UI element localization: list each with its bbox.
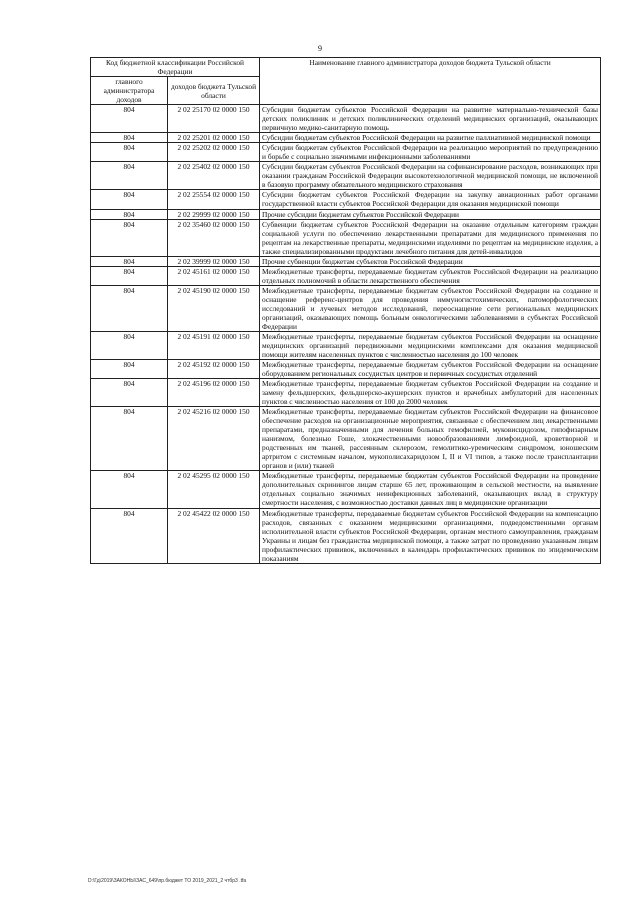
admin-code-cell: 804 [91,471,168,508]
table-row [91,266,601,285]
admin-code-cell: 804 [91,331,168,359]
revenue-name-cell: Субсидии бюджетам субъектов Российской Федерации на софинансирование расходов, возникающих при оказании гражданам Российской Федерации высокотехнологичной медицинской помощи, не включенной в базовую программу обязательного медицинского страхования [260,162,601,190]
admin-code-cell: 804 [91,407,168,471]
revenue-code-cell: 2 02 45161 02 0000 150 [168,266,260,285]
revenue-code-cell: 2 02 45295 02 0000 150 [168,471,260,508]
table-row [91,471,601,508]
admin-code-cell: 804 [91,379,168,407]
revenue-code-cell: 2 02 45192 02 0000 150 [168,360,260,379]
revenue-code-cell: 2 02 45196 02 0000 150 [168,379,260,407]
revenue-name-cell: Прочие субсидии бюджетам субъектов Российской Федерации [260,209,601,219]
revenue-name-cell: Межбюджетные трансферты, передаваемые бюджетам субъектов Российской Федерации на проведение дополнительных скринингов лицам старше 65 лет, проживающим в сельской местности, на выявление отдельных социально значимых неинфекционных заболеваний, оказывающих вклад в структуру смертности населения, с возможностью доставки данных лиц в медицинские организации [260,471,601,508]
table-row [91,508,601,563]
revenue-name-cell: Субсидии бюджетам субъектов Российской Федерации на развитие паллиативной медицинской помощи [260,133,601,143]
revenue-code-cell: 2 02 39999 02 0000 150 [168,256,260,266]
table-row [91,190,601,209]
table-row [91,407,601,471]
admin-code-cell: 804 [91,143,168,162]
revenue-name-cell: Межбюджетные трансферты, передаваемые бюджетам субъектов Российской Федерации на создание и замену фельдшерских, фельдшерско-акушерских пунктов и врачебных амбулаторий для населенных пунктов с численностью населения от 100 до 2000 человек [260,379,601,407]
revenue-name-cell: Межбюджетные трансферты, передаваемые бюджетам субъектов Российской Федерации на оснащение оборудованием региональных сосудистых центров и первичных сосудистых отделений [260,360,601,379]
name-column-header: Наименование главного администратора доходов бюджета Тульской области [260,58,601,105]
revenue-name-cell: Межбюджетные трансферты, передаваемые бюджетам субъектов Российской Федерации на оснащение медицинских организаций передвижными медицинскими комплексами для оказания медицинской помощи жителям населенных пунктов с численностью населения до 100 человек [260,331,601,359]
table-row [91,105,601,133]
revenue-code-cell: 2 02 45191 02 0000 150 [168,331,260,359]
admin-code-cell: 804 [91,190,168,209]
revenue-name-cell: Межбюджетные трансферты, передаваемые бюджетам субъектов Российской Федерации на компенсацию расходов, связанных с оказанием медицинскими организациями, подведомственными органам исполнительной власти субъектов Российской Федерации, органам местного самоуправления, гражданам Украины и лицам без гражданства медицинской помощи, а также затрат по проведению указанным лицам профилактических прививок, включенных в календарь профилактических прививок по эпидемическим показаниям [260,508,601,563]
revenue-name-cell: Субсидии бюджетам субъектов Российской Федерации на реализацию мероприятий по предупреждению и борьбе с социально значимыми инфекционными заболеваниями [260,143,601,162]
footer-file-path: D:\Гд\2019\ЗАКОНЫ\ЗАС_649\пр.бюджет ТО 2019_2021_2 чтбр3 .tfa [88,878,247,884]
admin-code-cell: 804 [91,105,168,133]
table-row [91,209,601,219]
revenue-code-cell: 2 02 25402 02 0000 150 [168,162,260,190]
admin-code-cell: 804 [91,256,168,266]
revenue-name-cell: Межбюджетные трансферты, передаваемые бюджетам субъектов Российской Федерации на реализацию отдельных полномочий в области лекарственного обеспечения [260,266,601,285]
revenue-code-cell: 2 02 25170 02 0000 150 [168,105,260,133]
admin-code-cell: 804 [91,133,168,143]
revenue-name-cell: Субсидии бюджетам субъектов Российской Федерации на развитие материально-технической базы детских поликлиник и детских поликлинических отделений медицинских организаций, оказывающих первичную медико-санитарную помощь [260,105,601,133]
revenue-code-cell: 2 02 45422 02 0000 150 [168,508,260,563]
revenue-code-cell: 2 02 25201 02 0000 150 [168,133,260,143]
admin-code-cell: 804 [91,209,168,219]
table-row [91,360,601,379]
admin-code-cell: 804 [91,508,168,563]
table-body [91,105,601,564]
admin-column-header: главного администратора доходов [91,77,168,105]
revenue-name-cell: Прочие субвенции бюджетам субъектов Российской Федерации [260,256,601,266]
table-row [91,143,601,162]
table-row [91,162,601,190]
code-group-header: Код бюджетной классификации Российской Федерации [91,58,260,77]
revenue-name-cell: Субсидии бюджетам субъектов Российской Федерации на закупку авиационных работ органами государственной власти субъектов Российской Федерации для оказания медицинской помощи [260,190,601,209]
table-row [91,331,601,359]
revenue-name-cell: Межбюджетные трансферты, передаваемые бюджетам субъектов Российской Федерации на финансовое обеспечение расходов на организационные мероприятия, связанные с обеспечением лиц лекарственными препаратами, предназначенными для лечения больных гемофилией, муковисцидозом, гипофизарным нанизмом, болезнью Гоше, злокачественными новообразованиями лимфоидной, кроветворной и родственных им тканей, рассеянным склерозом, гемолитико-уремическим синдромом, юношеским артритом с системным началом, мукополисахаридозом I, II и VI типов, а также после трансплантации органов и (или) тканей [260,407,601,471]
revenue-name-cell: Межбюджетные трансферты, передаваемые бюджетам субъектов Российской Федерации на создание и оснащение референс-центров для проведения иммуногистохимических, патоморфологических исследований и лучевых методов исследований, переоснащение сети региональных медицинских организаций, оказывающих помощь больным онкологическими заболеваниями в субъектах Российской Федерации [260,285,601,331]
revenue-administrators-table [90,57,601,564]
admin-code-cell: 804 [91,162,168,190]
revenue-code-cell: 2 02 29999 02 0000 150 [168,209,260,219]
admin-code-cell: 804 [91,360,168,379]
revenue-code-cell: 2 02 45190 02 0000 150 [168,285,260,331]
page-number: 9 [318,44,322,53]
revenue-code-cell: 2 02 45216 02 0000 150 [168,407,260,471]
table-row [91,285,601,331]
table-row [91,133,601,143]
revenue-code-cell: 2 02 25202 02 0000 150 [168,143,260,162]
table-row [91,379,601,407]
revenue-code-cell: 2 02 25554 02 0000 150 [168,190,260,209]
table-row [91,256,601,266]
admin-code-cell: 804 [91,219,168,256]
revenue-code-cell: 2 02 35460 02 0000 150 [168,219,260,256]
admin-code-cell: 804 [91,285,168,331]
admin-code-cell: 804 [91,266,168,285]
revenue-name-cell: Субвенции бюджетам субъектов Российской Федерации на оказание отдельным категориям граждан социальной услуги по обеспечению лекарственными препаратами для медицинского применения по рецептам на лекарственные препараты, медицинскими изделиями по рецептам на медицинские изделия, а также специализированными продуктами лечебного питания для детей-инвалидов [260,219,601,256]
revenue-column-header: доходов бюджета Тульской области [168,77,260,105]
table-row [91,219,601,256]
